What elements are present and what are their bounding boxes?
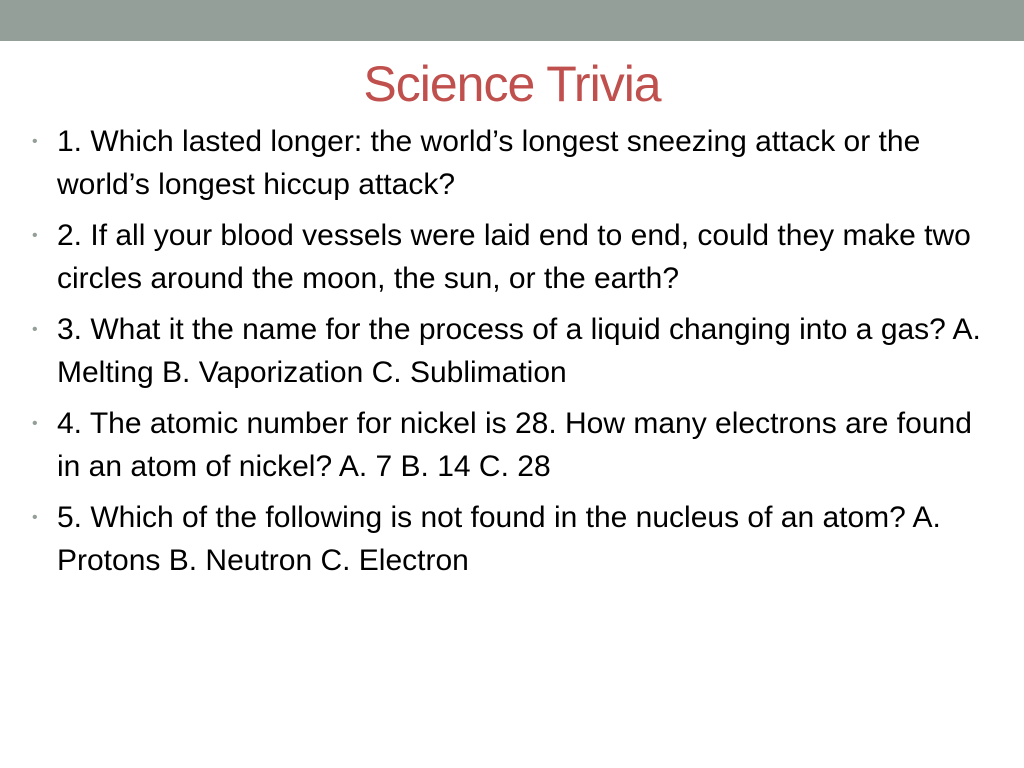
bullet-dot-icon: • (32, 509, 38, 526)
bullet-item-5 (30, 496, 990, 582)
slide-title: Science Trivia (363, 56, 661, 112)
bullet-item-1 (30, 120, 990, 206)
bullet-text-4: 4. The atomic number for nickel is 28. How many electrons are found in an atom of nickel? A. 7 B. 14 C. 28 (57, 407, 972, 483)
top-accent-bar (0, 0, 1024, 41)
bullet-text-5: 5. Which of the following is not found in the nucleus of an atom? A. Protons B. Neutron C. Electron (57, 501, 941, 577)
bullet-dot-icon: • (32, 133, 38, 150)
bullet-dot-icon: • (32, 227, 38, 244)
bullet-item-2 (30, 214, 990, 300)
bullet-item-4 (30, 402, 990, 488)
bullet-dot-icon: • (32, 415, 38, 432)
bullet-dot-icon: • (32, 321, 38, 338)
bullet-list (30, 120, 990, 590)
bullet-text-3: 3. What it the name for the process of a liquid changing into a gas? A. Melting B. Vaporization C. Sublimation (57, 313, 981, 389)
bullet-item-3 (30, 308, 990, 394)
bullet-text-1: 1. Which lasted longer: the world’s longest sneezing attack or the world’s longest hiccup attack? (57, 125, 921, 201)
bullet-text-2: 2. If all your blood vessels were laid end to end, could they make two circles around the moon, the sun, or the earth? (57, 219, 971, 295)
